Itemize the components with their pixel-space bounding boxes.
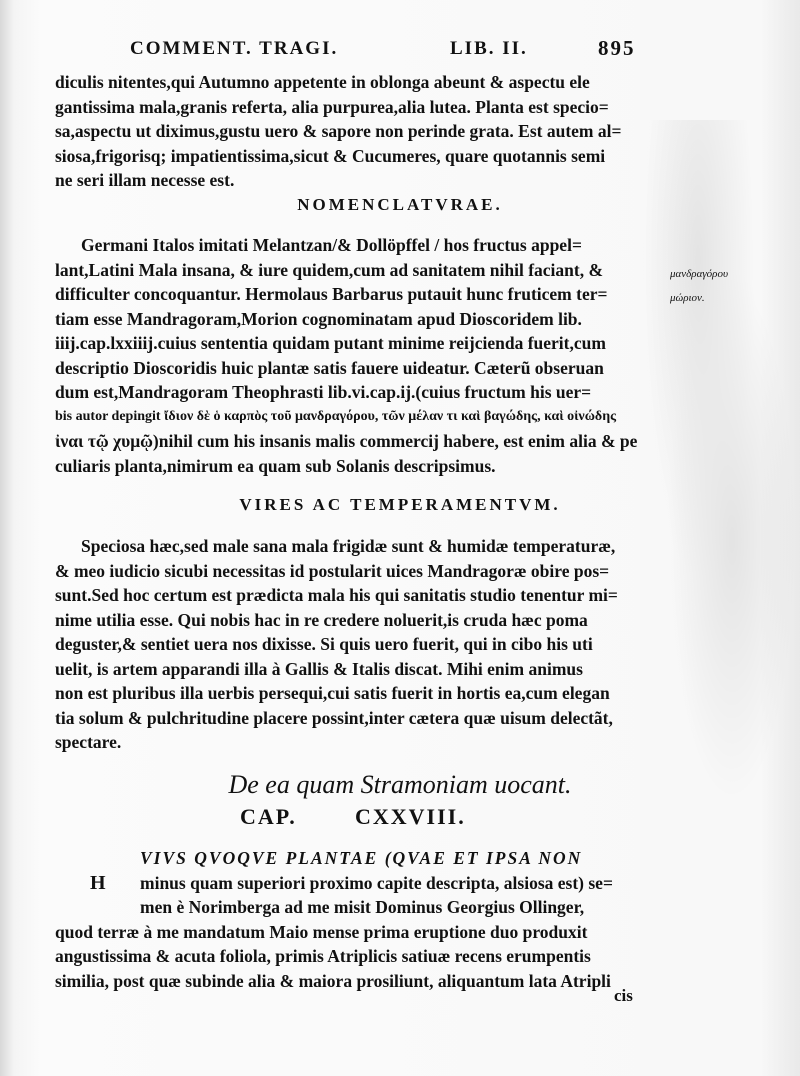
text-line: deguster,& sentiet uera nos dixisse. Si quis uero fuerit, qui in cibo his uti <box>55 634 593 654</box>
text-line: Speciosa hæc,sed male sana mala frigidæ sunt & humidæ temperaturæ, <box>81 536 616 556</box>
drop-capital: H <box>90 872 106 894</box>
text-line: & meo iudicio sicubi necessitas id postularit uices Mandragoræ obire pos= <box>55 560 610 581</box>
text-line: uelit, is artem apparandi illa à Gallis & Italis discat. Mihi enim animus <box>55 658 583 679</box>
text-line: siosa,frigorisq; impatientissima,sicut & Cucumeres, quare quotannis semi <box>55 145 606 166</box>
catchword: cis <box>614 986 633 1005</box>
text-line: tia solum & pulchritudine placere possint,inter cætera quæ uisum delectãt, <box>55 707 613 728</box>
running-header <box>130 36 636 64</box>
text-line: dum est,Mandragoram Theophrasti lib.vi.cap.ij.(cuius fructum his uer= <box>55 382 592 402</box>
page-number: 895 <box>598 36 636 60</box>
text-line: VIVS QVOQVE PLANTAE (QVAE ET IPSA NON <box>140 848 583 868</box>
text-line: nime utilia esse. Qui nobis hac in re credere noluerit,is cruda hæc poma <box>55 609 588 630</box>
text-line: quod terræ à me mandatum Maio mense prima eruptione duo produxit <box>55 921 588 942</box>
margin-note: μανδραγόρου <box>670 268 729 280</box>
text-line: tiam esse Mandragoram,Morion cognominatam apud Dioscoridem lib. <box>55 308 582 329</box>
text-line: sunt.Sed hoc certum est prædicta mala his qui sanitatis studio tenentur mi= <box>55 585 618 605</box>
text-line: ne seri illam necesse est. <box>55 170 235 190</box>
chapter-label: CAP. <box>240 804 297 829</box>
paragraph-chapter-intro-top <box>140 846 665 895</box>
text-line: men è Norimberga ad me misit Dominus Georgius Ollinger, <box>140 897 585 917</box>
chapter-numeral: CXXVIII. <box>355 804 466 829</box>
text-line: lant,Latini Mala insana, & iure quidem,cum ad sanitatem nihil faciant, & <box>55 259 604 280</box>
text-line: sa,aspectu ut diximus,gustu uero & sapore non perinde grata. Est autem al= <box>55 121 622 141</box>
book-number: LIB. II. <box>450 38 528 59</box>
text-line: non est pluribus illa uerbis persequi,cui satis fuerit in hortis ea,cum elegan <box>55 683 610 703</box>
text-line: bis autor depingit ἴδιον δὲ ὁ καρπὸς τοῦ μανδραγόρου, τῶν μέλαν τι καὶ βαγώδης, καὶ οἰνώδης <box>55 408 617 424</box>
text-line: minus quam superiori proximo capite descripta, alsiosa est) se= <box>140 872 613 893</box>
text-line: difficulter concoquantur. Hermolaus Barbarus putauit hunc fruticem ter= <box>55 284 608 304</box>
text-line: ἰναι τῷ χυμῷ)nihil cum his insanis malis commercij habere, est enim alia & pe <box>55 431 638 451</box>
paragraph-description <box>55 70 665 193</box>
section-heading-nomenclature: NOMENCLATVRAE. <box>297 195 503 214</box>
paragraph-properties <box>55 534 665 755</box>
chapter-title: De ea quam Stramoniam uocant. <box>228 770 572 799</box>
running-title: COMMENT. TRAGI. <box>130 38 339 59</box>
section-heading-properties: VIRES AC TEMPERAMENTVM. <box>239 495 561 514</box>
paragraph-nomenclature <box>55 233 665 478</box>
text-line: angustissima & acuta foliola, primis Atriplicis satiuæ recens erumpentis <box>55 946 591 966</box>
text-line: similia, post quæ subinde alia & maiora prosiliunt, aliquantum lata Atripli <box>55 970 611 991</box>
text-line: culiaris planta,nimirum ea quam sub Solanis descripsimus. <box>55 455 496 476</box>
text-line: gantissima mala,granis referta, alia purpurea,alia lutea. Planta est specio= <box>55 96 609 117</box>
text-line: descriptio Dioscoridis huic plantæ satis fauere uideatur. Cæterũ obseruan <box>55 357 604 378</box>
text-line: spectare. <box>55 732 122 752</box>
text-line: iiij.cap.lxxiiij.cuius sententia quidam putant minime reijcienda fuerit,cum <box>55 333 606 353</box>
text-line: diculis nitentes,qui Autumno appetente in oblonga abeunt & aspectu ele <box>55 72 590 92</box>
text-line: Germani Italos imitati Melantzan/& Dollöpffel / hos fructus appel= <box>81 235 582 255</box>
paragraph-chapter-intro <box>55 895 665 993</box>
margin-note: μώριον. <box>670 292 705 304</box>
